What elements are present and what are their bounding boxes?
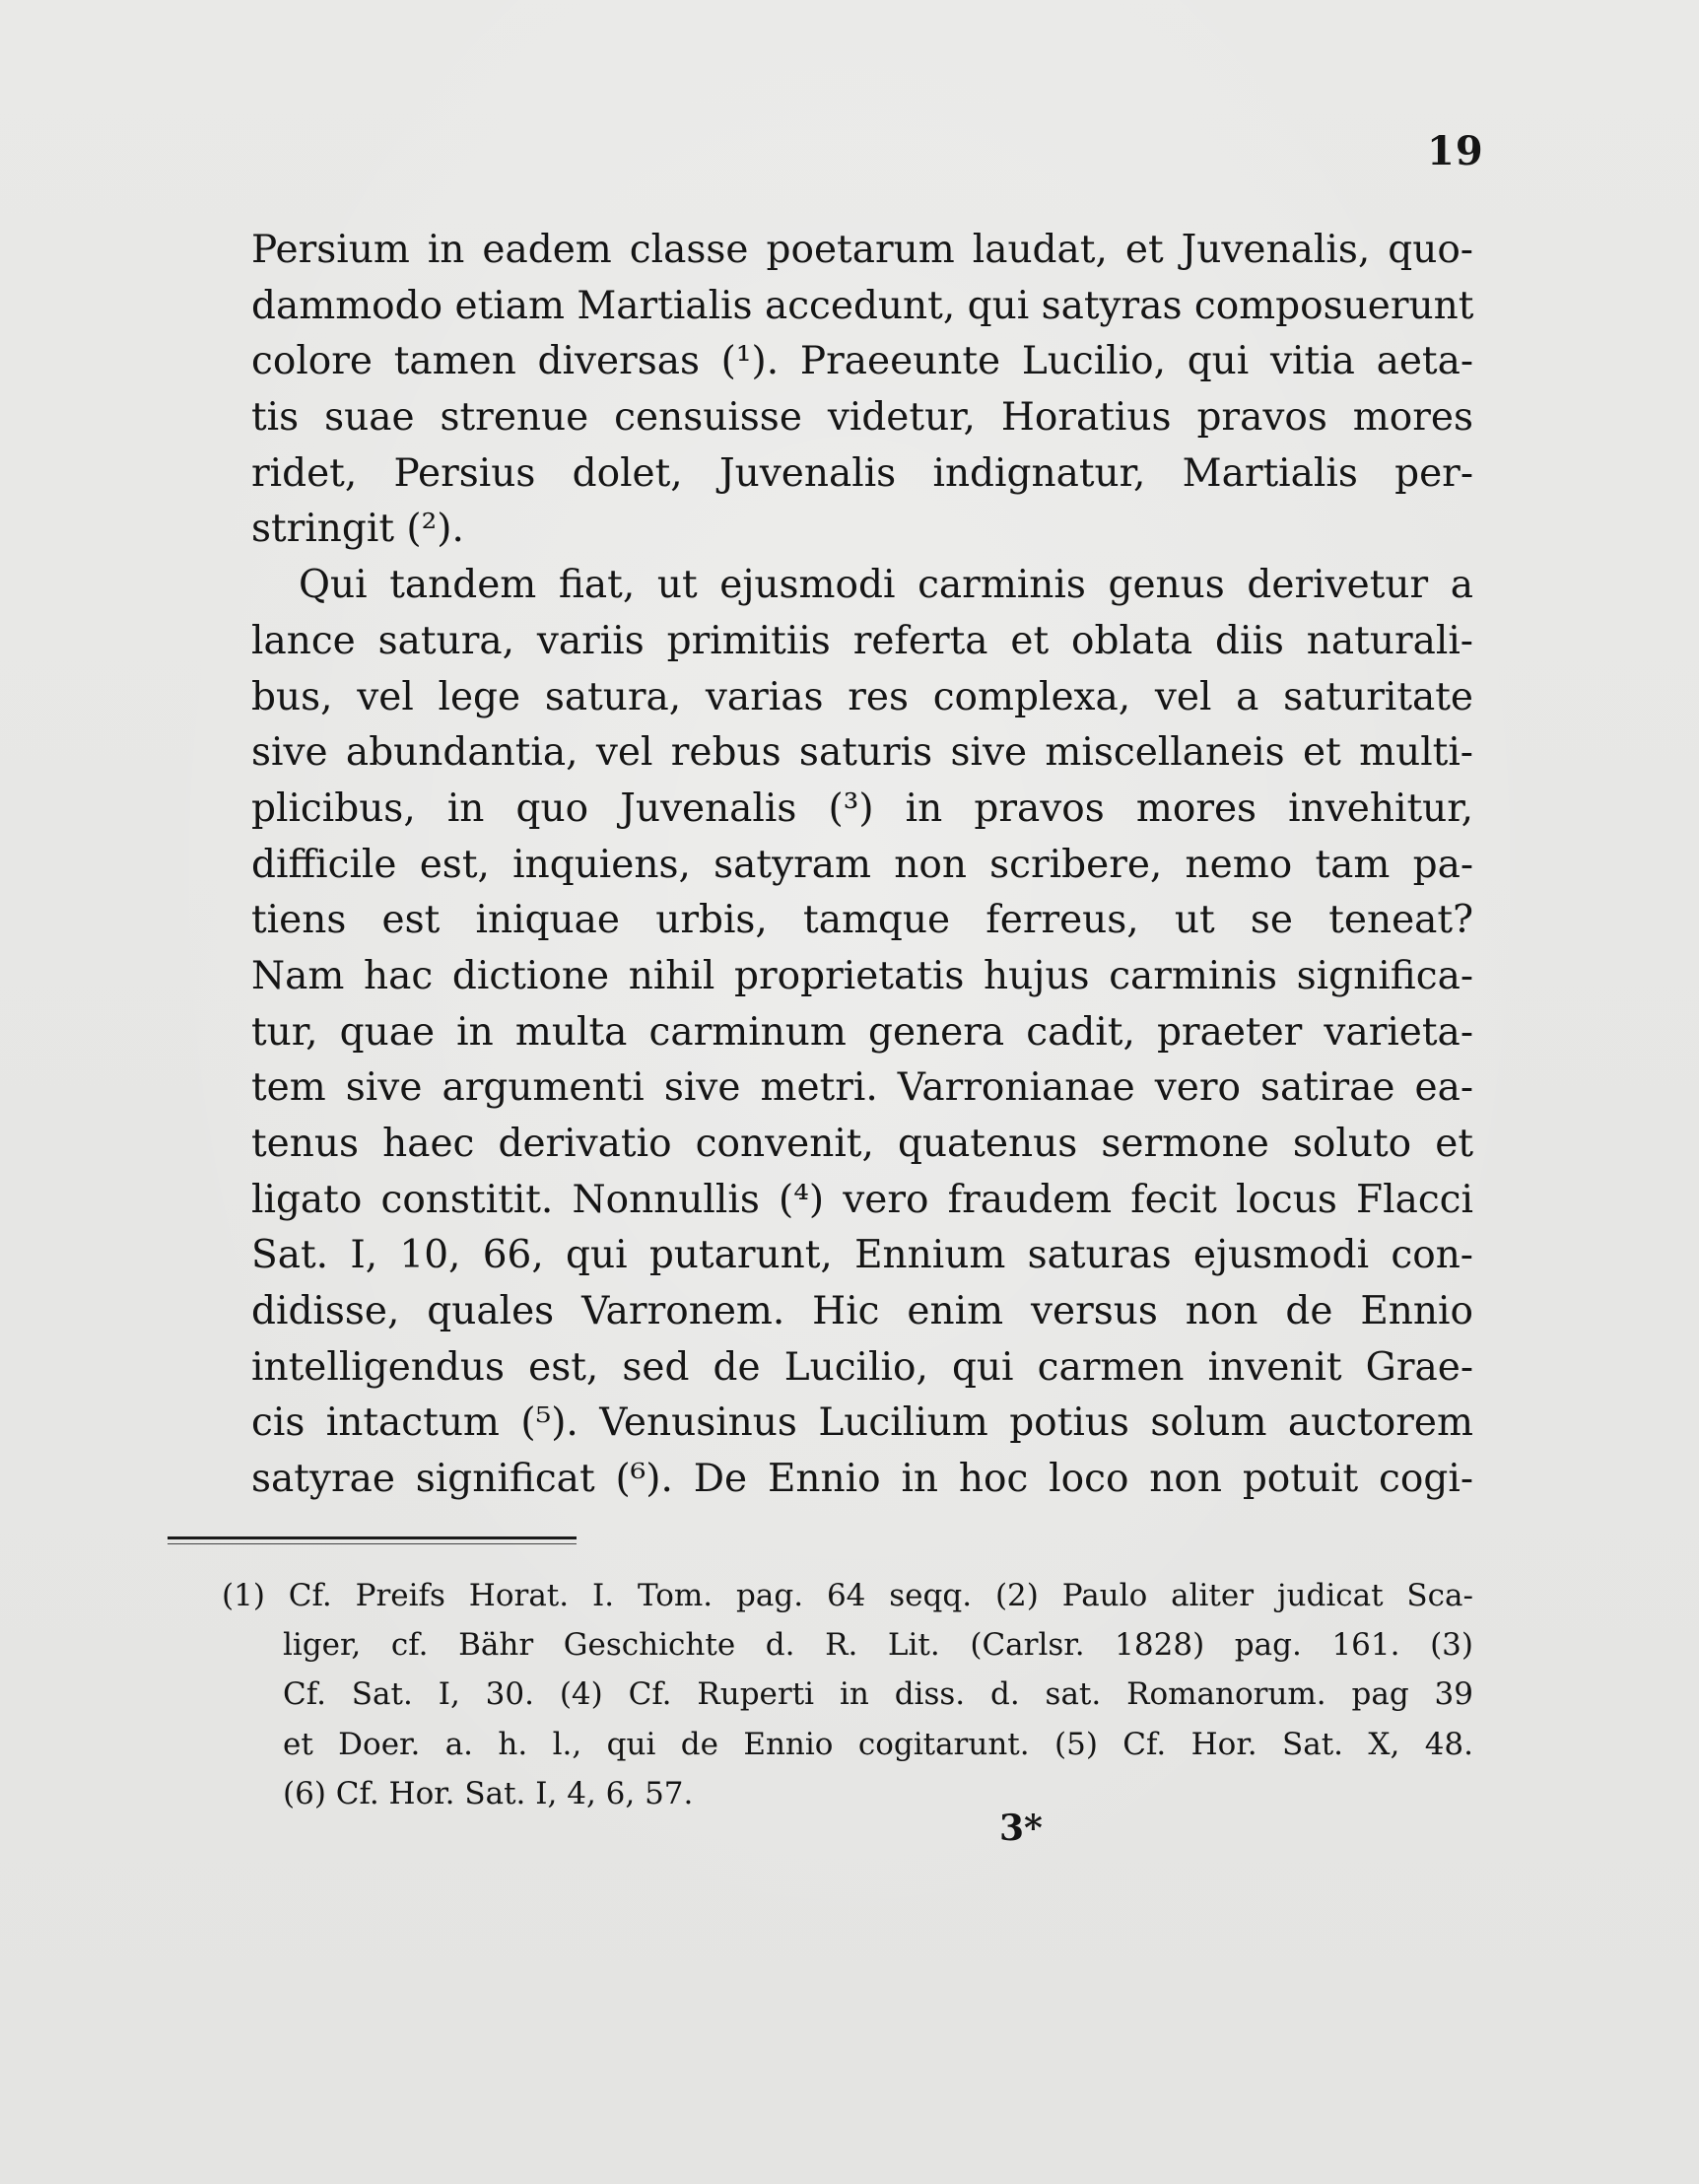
body-line: intelligendus est, sed de Lucilio, qui carmen invenit Grae- xyxy=(251,1344,1473,1390)
body-line: Sat. I, 10, 66, qui putarunt, Ennium saturas ejusmodi con- xyxy=(251,1233,1473,1278)
footnote-line: liger, cf. Bähr Geschichte d. R. Lit. (Carlsr. 1828) pag. 161. (3) xyxy=(283,1627,1473,1664)
body-line: ligato constitit. Nonnullis (⁴) vero fraudem fecit locus Flacci xyxy=(251,1177,1473,1222)
footnote-line: Cf. Sat. I, 30. (4) Cf. Ruperti in diss. d. sat. Romanorum. pag 39 xyxy=(283,1676,1473,1713)
body-line: Persium in eadem classe poetarum laudat, et Juvenalis, quo- xyxy=(251,228,1473,272)
page-number: 19 xyxy=(1427,128,1484,174)
body-line: tiens est iniquae urbis, tamque ferreus, ut se teneat? xyxy=(251,898,1473,943)
body-line: tem sive argumenti sive metri. Varronianae vero satirae ea- xyxy=(251,1065,1473,1111)
body-line: tenus haec derivatio convenit, quatenus sermone soluto et xyxy=(251,1122,1473,1166)
footnote-line: (6) Cf. Hor. Sat. I, 4, 6, 57. xyxy=(283,1775,694,1811)
body-line: Qui tandem fiat, ut ejusmodi carminis genus derivetur a xyxy=(299,563,1473,608)
footnote-line: et Doer. a. h. l., qui de Ennio cogitarunt. (5) Cf. Hor. Sat. X, 48. xyxy=(283,1726,1473,1762)
body-line: difficile est, inquiens, satyram non scribere, nemo tam pa- xyxy=(251,842,1473,887)
footnotes xyxy=(222,1571,1473,1818)
body-line: dammodo etiam Martialis accedunt, qui satyras composuerunt xyxy=(251,283,1474,328)
footnote-divider xyxy=(168,1536,577,1539)
body-line: satyrae significat (⁶). De Ennio in hoc loco non potuit cogi- xyxy=(251,1457,1473,1502)
body-line: lance satura, variis primitiis referta et oblata diis naturali- xyxy=(251,618,1473,663)
signature-mark: 3* xyxy=(999,1808,1043,1849)
body-line: bus, vel lege satura, varias res complexa, vel a saturitate xyxy=(251,674,1473,719)
body-text xyxy=(251,223,1473,1508)
body-line: tur, quae in multa carminum genera cadit, praeter varieta- xyxy=(251,1009,1473,1055)
body-line: ridet, Persius dolet, Juvenalis indignatur, Martialis per- xyxy=(251,450,1473,496)
footnote-line: (1) Cf. Preifs Horat. I. Tom. pag. 64 seqq. (2) Paulo aliter judicat Sca- xyxy=(222,1578,1473,1613)
body-line: colore tamen diversas (¹). Praeeunte Lucilio, qui vitia aeta- xyxy=(251,339,1473,384)
body-line: stringit (²). xyxy=(251,507,464,552)
body-line: plicibus, in quo Juvenalis (³) in pravos mores invehitur, xyxy=(251,785,1473,831)
body-line: didisse, quales Varronem. Hic enim versus non de Ennio xyxy=(251,1289,1473,1334)
footnote-divider-thin xyxy=(168,1543,577,1544)
body-line: Nam hac dictione nihil proprietatis hujus carminis significa- xyxy=(251,953,1473,998)
body-line: cis intactum (⁵). Venusinus Lucilium potius solum auctorem xyxy=(251,1400,1473,1446)
body-line: tis suae strenue censuisse videtur, Horatius pravos mores xyxy=(251,395,1473,441)
body-line: sive abundantia, vel rebus saturis sive miscellaneis et multi- xyxy=(251,730,1473,776)
